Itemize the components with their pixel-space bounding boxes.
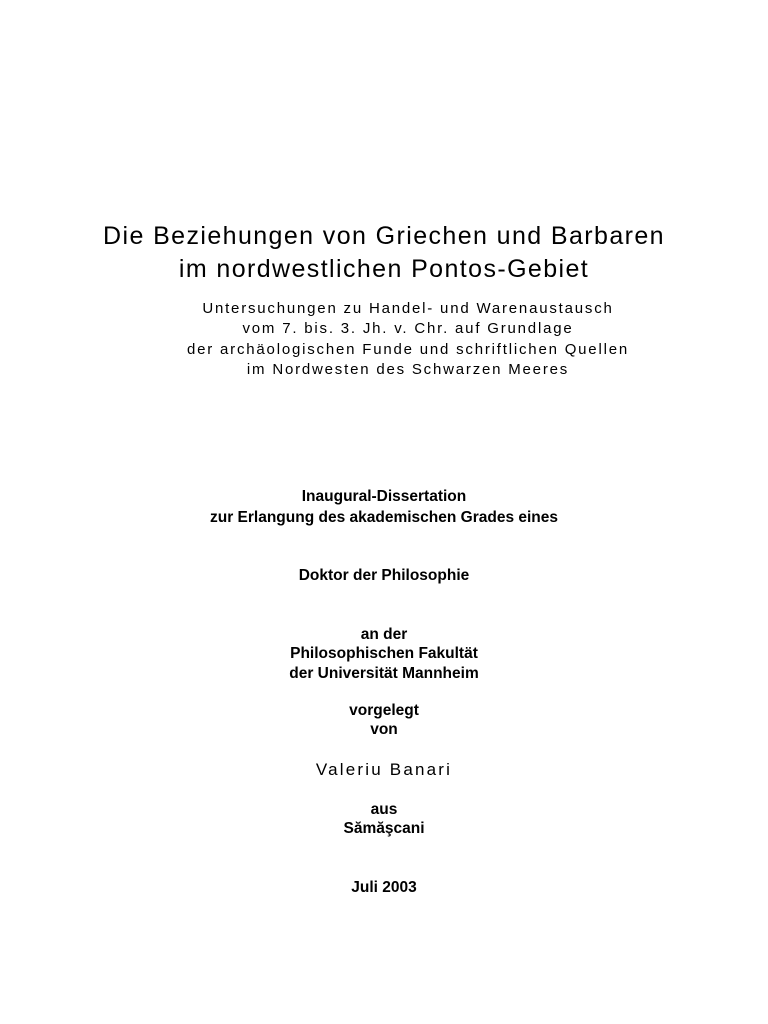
institution-line-3: der Universität Mannheim xyxy=(289,665,479,682)
submitted-line-1: vorgelegt xyxy=(349,702,419,719)
institution-line-2: Philosophischen Fakultät xyxy=(290,645,478,662)
subtitle-line-4: im Nordwesten des Schwarzen Meeres xyxy=(246,361,570,378)
dissertation-line-1: Inaugural-Dissertation xyxy=(301,488,467,505)
institution-line-1: an der xyxy=(360,626,408,643)
subtitle-line-2: vom 7. bis. 3. Jh. v. Chr. auf Grundlage xyxy=(242,320,574,337)
subtitle-line-1: Untersuchungen zu Handel- und Warenaustausch xyxy=(202,300,614,317)
date: Juli 2003 xyxy=(351,879,417,896)
submitted-line-2: von xyxy=(370,721,398,738)
origin-line-1: aus xyxy=(370,801,398,818)
dissertation-line-2: zur Erlangung des akademischen Grades eines xyxy=(209,509,559,526)
degree: Doktor der Philosophie xyxy=(298,567,470,584)
origin-line-2: Sămăşcani xyxy=(343,820,425,837)
subtitle-line-3: der archäologischen Funde und schriftlichen Quellen xyxy=(186,341,629,358)
author-name: Valeriu Banari xyxy=(315,760,453,779)
title-line-2: im nordwestlichen Pontos-Gebiet xyxy=(178,255,590,283)
title-line-1: Die Beziehungen von Griechen und Barbaren xyxy=(103,222,665,250)
